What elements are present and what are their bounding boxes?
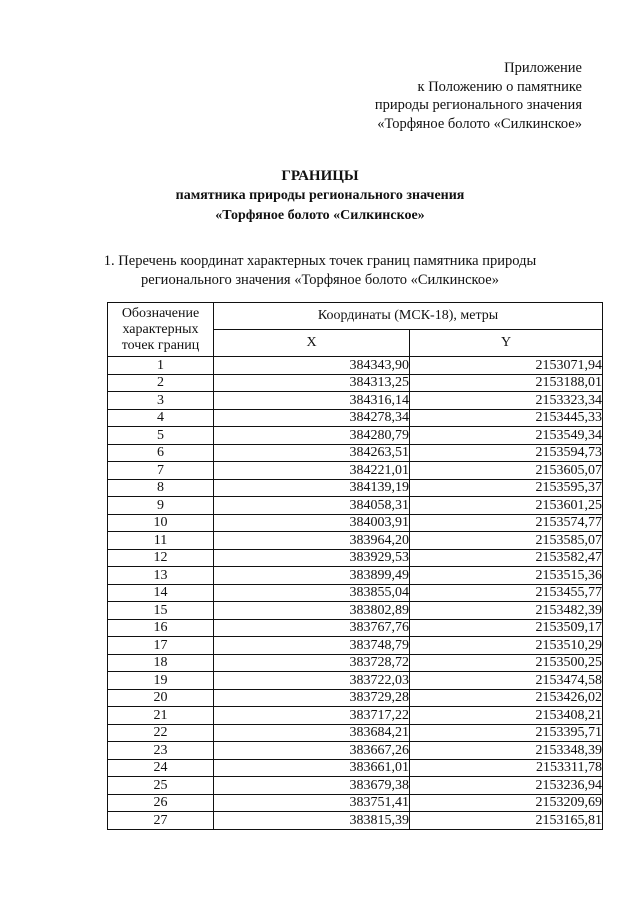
document-subtitle: памятника природы регионального значения — [175, 188, 465, 203]
x-coordinate-cell: 384263,51 — [214, 444, 410, 462]
coordinates-column-header: Координаты (МСК-18), метры — [214, 303, 603, 330]
point-cell: 9 — [108, 497, 214, 515]
point-cell: 12 — [108, 549, 214, 567]
x-column-header: X — [214, 330, 410, 357]
table-row — [108, 567, 603, 585]
y-coordinate-cell: 2153071,94 — [410, 357, 603, 375]
section-heading-line: 1. Перечень координат характерных точек границ памятника природы — [103, 253, 537, 269]
point-cell: 25 — [108, 777, 214, 795]
table-row — [108, 444, 603, 462]
point-cell: 1 — [108, 357, 214, 375]
y-coordinate-cell: 2153574,77 — [410, 514, 603, 532]
table-row — [108, 724, 603, 742]
y-coordinate-cell: 2153455,77 — [410, 584, 603, 602]
y-coordinate-cell: 2153408,21 — [410, 707, 603, 725]
y-coordinate-cell: 2153594,73 — [410, 444, 603, 462]
table-row — [108, 427, 603, 445]
point-cell: 27 — [108, 812, 214, 830]
x-coordinate-cell: 384139,19 — [214, 479, 410, 497]
coordinates-table-body — [108, 357, 603, 830]
x-coordinate-cell: 384313,25 — [214, 374, 410, 392]
document-title: ГРАНИЦЫ — [281, 168, 359, 184]
x-coordinate-cell: 383728,72 — [214, 654, 410, 672]
point-cell: 8 — [108, 479, 214, 497]
y-coordinate-cell: 2153445,33 — [410, 409, 603, 427]
y-column-header: Y — [410, 330, 603, 357]
y-coordinate-cell: 2153482,39 — [410, 602, 603, 620]
table-row — [108, 654, 603, 672]
document-subtitle: «Торфяное болото «Силкинское» — [215, 208, 425, 223]
document-title-block — [0, 166, 640, 226]
x-coordinate-cell: 384316,14 — [214, 392, 410, 410]
y-coordinate-cell: 2153236,94 — [410, 777, 603, 795]
table-row — [108, 672, 603, 690]
table-row — [108, 462, 603, 480]
table-row — [108, 479, 603, 497]
point-cell: 14 — [108, 584, 214, 602]
point-column-header: Обозначение характерных точек границ — [108, 303, 214, 357]
table-row — [108, 619, 603, 637]
x-coordinate-cell: 383855,04 — [214, 584, 410, 602]
point-cell: 17 — [108, 637, 214, 655]
y-coordinate-cell: 2153474,58 — [410, 672, 603, 690]
y-coordinate-cell: 2153582,47 — [410, 549, 603, 567]
x-coordinate-cell: 383684,21 — [214, 724, 410, 742]
table-row — [108, 777, 603, 795]
y-coordinate-cell: 2153188,01 — [410, 374, 603, 392]
table-row — [108, 812, 603, 830]
y-coordinate-cell: 2153500,25 — [410, 654, 603, 672]
y-coordinate-cell: 2153209,69 — [410, 794, 603, 812]
table-row — [108, 707, 603, 725]
point-cell: 5 — [108, 427, 214, 445]
table-row — [108, 374, 603, 392]
y-coordinate-cell: 2153323,34 — [410, 392, 603, 410]
section-heading — [0, 252, 640, 289]
y-coordinate-cell: 2153348,39 — [410, 742, 603, 760]
table-row — [108, 409, 603, 427]
point-cell: 7 — [108, 462, 214, 480]
table-row — [108, 549, 603, 567]
appendix-line: «Торфяное болото «Силкинское» — [377, 115, 582, 132]
table-row — [108, 532, 603, 550]
x-coordinate-cell: 383899,49 — [214, 567, 410, 585]
point-cell: 26 — [108, 794, 214, 812]
x-coordinate-cell: 383679,38 — [214, 777, 410, 795]
x-coordinate-cell: 383722,03 — [214, 672, 410, 690]
point-cell: 19 — [108, 672, 214, 690]
x-coordinate-cell: 383661,01 — [214, 759, 410, 777]
x-coordinate-cell: 384278,34 — [214, 409, 410, 427]
y-coordinate-cell: 2153585,07 — [410, 532, 603, 550]
y-coordinate-cell: 2153311,78 — [410, 759, 603, 777]
y-coordinate-cell: 2153510,29 — [410, 637, 603, 655]
point-cell: 4 — [108, 409, 214, 427]
x-coordinate-cell: 383964,20 — [214, 532, 410, 550]
table-row — [108, 759, 603, 777]
x-coordinate-cell: 384280,79 — [214, 427, 410, 445]
point-cell: 10 — [108, 514, 214, 532]
y-coordinate-cell: 2153395,71 — [410, 724, 603, 742]
point-cell: 11 — [108, 532, 214, 550]
point-cell: 6 — [108, 444, 214, 462]
y-coordinate-cell: 2153509,17 — [410, 619, 603, 637]
table-row — [108, 392, 603, 410]
table-row — [108, 794, 603, 812]
table-row — [108, 497, 603, 515]
x-coordinate-cell: 384003,91 — [214, 514, 410, 532]
x-coordinate-cell: 383748,79 — [214, 637, 410, 655]
appendix-line: природы регионального значения — [374, 97, 582, 113]
x-coordinate-cell: 384058,31 — [214, 497, 410, 515]
x-coordinate-cell: 383667,26 — [214, 742, 410, 760]
appendix-note — [375, 59, 582, 133]
x-coordinate-cell: 383751,41 — [214, 794, 410, 812]
y-coordinate-cell: 2153605,07 — [410, 462, 603, 480]
point-cell: 15 — [108, 602, 214, 620]
point-cell: 2 — [108, 374, 214, 392]
x-coordinate-cell: 383929,53 — [214, 549, 410, 567]
table-row — [108, 637, 603, 655]
point-cell: 20 — [108, 689, 214, 707]
x-coordinate-cell: 383815,39 — [214, 812, 410, 830]
coordinates-table — [107, 302, 603, 830]
section-heading-line: регионального значения «Торфяное болото «Силкинское» — [141, 271, 499, 288]
y-coordinate-cell: 2153426,02 — [410, 689, 603, 707]
x-coordinate-cell: 384343,90 — [214, 357, 410, 375]
x-coordinate-cell: 383767,76 — [214, 619, 410, 637]
y-coordinate-cell: 2153601,25 — [410, 497, 603, 515]
table-row — [108, 602, 603, 620]
point-cell: 24 — [108, 759, 214, 777]
point-cell: 22 — [108, 724, 214, 742]
point-cell: 18 — [108, 654, 214, 672]
point-cell: 16 — [108, 619, 214, 637]
y-coordinate-cell: 2153515,36 — [410, 567, 603, 585]
table-row — [108, 742, 603, 760]
appendix-line: к Положению о памятнике — [417, 78, 582, 95]
appendix-line: Приложение — [504, 60, 582, 76]
x-coordinate-cell: 384221,01 — [214, 462, 410, 480]
point-cell: 23 — [108, 742, 214, 760]
y-coordinate-cell: 2153165,81 — [410, 812, 603, 830]
y-coordinate-cell: 2153595,37 — [410, 479, 603, 497]
table-row — [108, 584, 603, 602]
point-cell: 13 — [108, 567, 214, 585]
x-coordinate-cell: 383729,28 — [214, 689, 410, 707]
table-row — [108, 514, 603, 532]
table-row — [108, 357, 603, 375]
point-cell: 21 — [108, 707, 214, 725]
y-coordinate-cell: 2153549,34 — [410, 427, 603, 445]
table-row — [108, 689, 603, 707]
x-coordinate-cell: 383717,22 — [214, 707, 410, 725]
point-cell: 3 — [108, 392, 214, 410]
x-coordinate-cell: 383802,89 — [214, 602, 410, 620]
